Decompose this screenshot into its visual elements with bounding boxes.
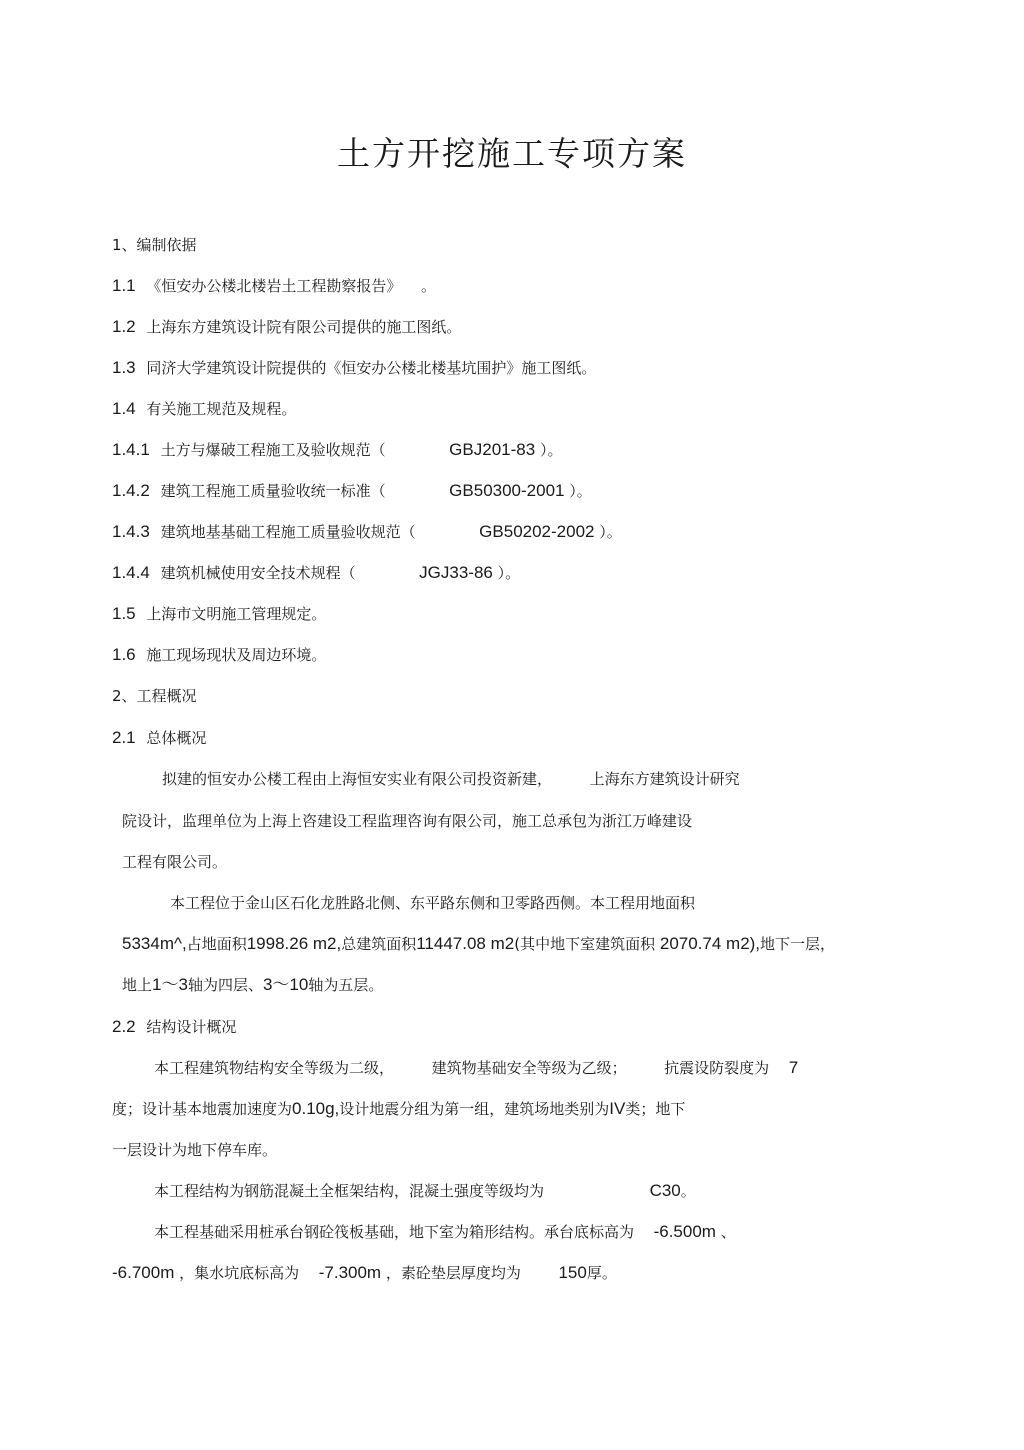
item-text: 建筑机械使用安全技术规程（: [160, 564, 356, 582]
subsection-title: 结构设计概况: [146, 1018, 237, 1036]
text-span: 本工程位于金山区石化龙胜路北侧、东平路东侧和卫零路西侧。本工程用地面积: [170, 894, 696, 912]
list-item: [112, 439, 562, 461]
item-tail: ）。: [599, 523, 622, 541]
standard-code: GB50300-2001: [449, 481, 565, 500]
text-span: 占地面积: [186, 935, 247, 953]
paragraph-line: [154, 1057, 798, 1079]
text-span: 度；设计基本地震加速度为: [112, 1100, 293, 1118]
text-span: 一层设计为地下停车库。: [112, 1141, 278, 1159]
list-item: [112, 562, 520, 584]
paragraph-line: [122, 810, 692, 832]
list-item: [112, 521, 622, 543]
paragraph-line: [112, 1262, 617, 1284]
text-span: 5334m^,: [122, 934, 187, 953]
text-span: 地上: [122, 976, 153, 994]
item-text: 《恒安办公楼北楼岩土工程勘察报告》: [146, 277, 402, 295]
list-item: [112, 644, 326, 666]
paragraph-line: [122, 933, 835, 955]
item-tail: ）。: [497, 564, 521, 582]
text-span: 轴为五层。: [308, 976, 384, 994]
item-text: 有关施工规范及规程。: [146, 400, 297, 418]
section-2-heading: 2、工程概况: [112, 687, 197, 705]
text-span: IV: [609, 1099, 626, 1118]
section-heading: [112, 685, 197, 707]
subsection-number: 2.1: [112, 728, 136, 747]
paragraph-line: [154, 1180, 696, 1202]
item-text: 同济大学建筑设计院提供的《恒安办公楼北楼基坑围护》施工图纸。: [146, 359, 597, 377]
item-tail: ）。: [569, 482, 592, 500]
paragraph-line: [122, 974, 383, 996]
text-span: 建筑物基础安全等级为乙级；: [431, 1059, 627, 1077]
text-span: 本工程建筑物结构安全等级为二级，: [154, 1059, 395, 1077]
text-span: 类；地下: [625, 1100, 686, 1118]
item-number: 1.4: [112, 399, 136, 418]
text-span: 厚。: [586, 1264, 617, 1282]
page-title: 土方开挖施工专项方案: [337, 134, 687, 173]
item-number: 1.3: [112, 358, 136, 377]
text-span: 1〜3: [152, 975, 188, 994]
item-number: 1.4.3: [112, 522, 150, 541]
text-span: C30: [649, 1181, 681, 1200]
standard-code: GBJ201-83: [449, 440, 536, 459]
text-span: -7.300m: [318, 1263, 382, 1282]
subsection-number: 2.2: [112, 1017, 136, 1036]
item-text: 上海东方建筑设计院有限公司提供的施工图纸。: [146, 318, 462, 336]
item-text: 建筑地基基础工程施工质量验收规范（: [160, 523, 416, 541]
list-item: [112, 398, 296, 420]
item-text: 上海市文明施工管理规定。: [146, 605, 327, 623]
section-1-heading: 1、编制依据: [112, 236, 197, 254]
text-span: 总建筑面积: [341, 935, 417, 953]
text-span: 轴为四层、: [187, 976, 263, 994]
text-span: 150: [558, 1263, 587, 1282]
text-span: 院设计，监理单位为上海上咨建设工程监理咨询有限公司，施工总承包为浙江万峰建设: [122, 812, 693, 830]
text-span: -6.500m: [653, 1222, 716, 1241]
item-number: 1.6: [112, 645, 136, 664]
text-span: 0.10g,: [292, 1099, 340, 1118]
list-item: [112, 603, 326, 625]
text-span: 本工程基础采用桩承台钢砼筏板基础，地下室为箱形结构。承台底标高为: [154, 1223, 635, 1241]
text-span: 。: [680, 1182, 696, 1200]
text-span: 2070.74 m2),: [659, 934, 761, 953]
text-span: 设计地震分组为第一组，建筑场地类别为: [339, 1100, 610, 1118]
item-text: 建筑工程施工质量验收统一标准（: [160, 482, 386, 500]
item-number: 1.5: [112, 604, 136, 623]
text-span: ，素砼垫层厚度均为: [385, 1264, 521, 1282]
text-span: 、: [720, 1223, 736, 1241]
paragraph-line: [122, 851, 227, 873]
item-number: 1.2: [112, 317, 136, 336]
item-text: 土方与爆破工程施工及验收规范（: [160, 441, 386, 459]
item-tail: ）。: [539, 441, 563, 459]
text-span: 11447.08 m2: [416, 934, 515, 953]
paragraph-line: [112, 1098, 685, 1120]
item-text: 施工现场现状及周边环境。: [146, 646, 327, 664]
text-span: 拟建的恒安办公楼工程由上海恒安实业有限公司投资新建，: [162, 770, 553, 788]
list-item: [112, 357, 596, 379]
text-span: 上海东方建筑设计研究: [589, 770, 740, 788]
text-span: 抗震设防裂度为: [664, 1059, 770, 1077]
text-span: 7: [788, 1058, 799, 1077]
text-span: (其中地下室建筑面积: [514, 935, 656, 953]
subsection-heading: [112, 727, 206, 749]
subsection-heading: [112, 1016, 236, 1038]
subsection-title: 总体概况: [146, 729, 207, 747]
paragraph-line: [154, 1221, 736, 1243]
list-item: [112, 275, 436, 297]
standard-code: JGJ33-86: [419, 563, 493, 582]
list-item: [112, 316, 461, 338]
text-span: 工程有限公司。: [122, 853, 228, 871]
text-span: -6.700m: [112, 1263, 175, 1282]
text-span: 地下一层，: [760, 935, 836, 953]
standard-code: GB50202-2002: [479, 522, 595, 541]
paragraph-line: [162, 768, 740, 790]
paragraph-line: [112, 1139, 277, 1161]
list-item: [112, 480, 592, 502]
text-span: 本工程结构为钢筋混凝土全框架结构，混凝土强度等级均为: [154, 1182, 545, 1200]
paragraph-line: [170, 892, 695, 914]
text-span: ，集水坑底标高为: [179, 1264, 300, 1282]
item-number: 1.1: [112, 276, 136, 295]
text-span: 3〜10: [262, 975, 309, 994]
text-span: 1998.26 m2,: [246, 934, 342, 953]
item-tail: 。: [421, 277, 437, 295]
item-number: 1.4.2: [112, 481, 150, 500]
section-heading: [112, 234, 197, 256]
item-number: 1.4.1: [112, 440, 150, 459]
item-number: 1.4.4: [112, 563, 150, 582]
